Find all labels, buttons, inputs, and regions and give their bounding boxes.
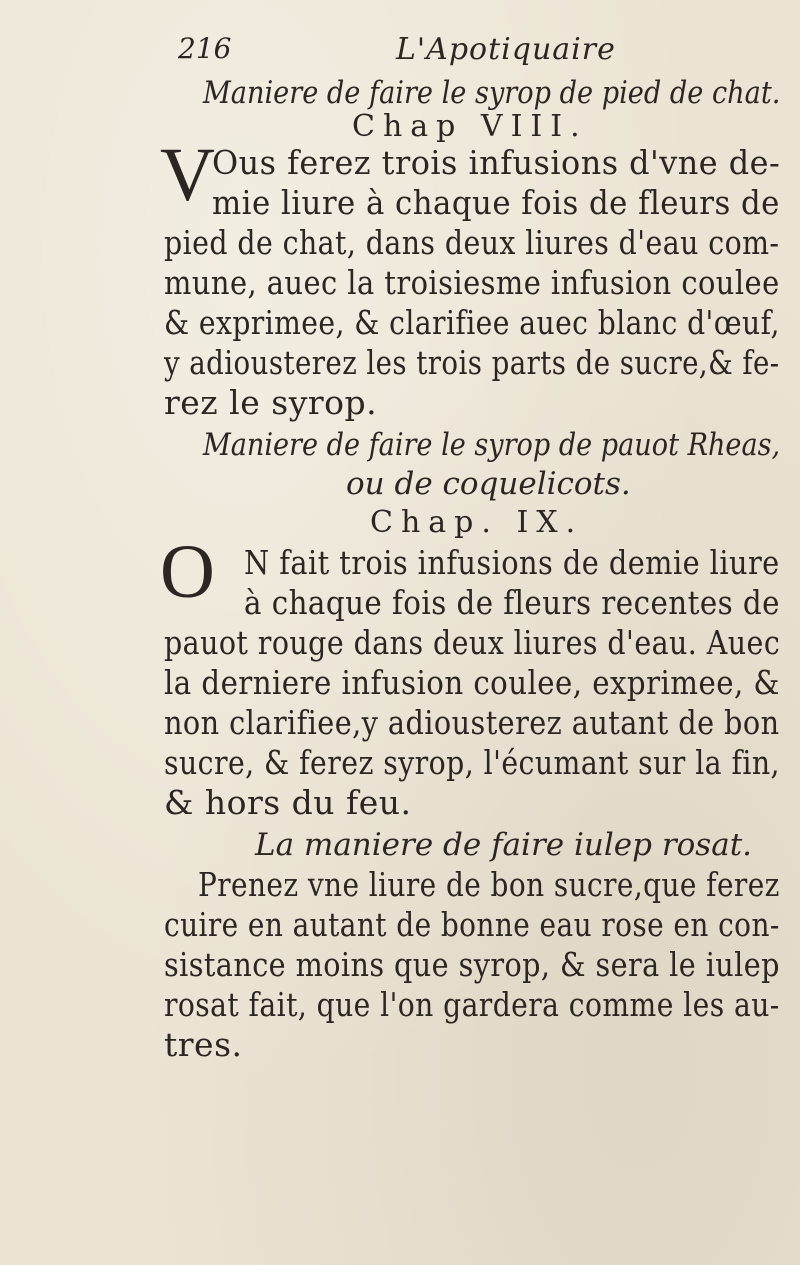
text-line: tres.	[164, 1025, 243, 1064]
text-line: & hors du feu.	[164, 783, 412, 822]
text-line: N fait trois infusions de demie liure	[244, 543, 780, 582]
text-line: à chaque fois de fleurs recentes de	[244, 583, 780, 622]
section-heading-coquelicots: ou de coquelicots.	[346, 466, 631, 502]
text-line: la derniere infusion coulee, exprimee, &	[164, 663, 780, 702]
text-line: mune, auec la troisiesme infusion coulee	[164, 263, 780, 302]
chapter-label-ix: Chap. IX.	[370, 505, 584, 540]
text-line: pauot rouge dans deux liures d'eau. Auec	[164, 623, 781, 662]
text-line: cuire en autant de bonne eau rose en con-	[164, 905, 780, 944]
text-line: non clarifiee,y adiousterez autant de bon	[164, 703, 780, 742]
text-line: rosat fait, que l'on gardera comme les au-	[164, 985, 780, 1024]
text-line: y adiousterez les trois parts de sucre,& fe-	[164, 343, 780, 382]
chapter-label-viii: Chap VIII.	[352, 109, 588, 144]
text-line: rez le syrop.	[164, 383, 378, 422]
section-heading-pied-de-chat: Maniere de faire le syrop de pied de chat.	[203, 75, 781, 111]
running-title: L'Apotiquaire	[396, 32, 616, 67]
drop-capital: O	[160, 530, 215, 614]
text-line: & exprimee, & clarifiee auec blanc d'œuf,	[164, 303, 780, 342]
text-line: Prenez vne liure de bon sucre,que ferez	[198, 865, 780, 904]
drop-capital: V	[160, 133, 215, 217]
text-line: Ous ferez trois infusions d'vne de-	[212, 143, 781, 182]
section-heading-pauot-rheas: Maniere de faire le syrop de pauot Rheas,	[203, 427, 781, 463]
text-line: mie liure à chaque fois de fleurs de	[212, 183, 780, 222]
text-line: sucre, & ferez syrop, l'écumant sur la fin,	[164, 743, 781, 782]
text-line: sistance moins que syrop, & sera le iulep	[164, 945, 780, 984]
section-heading-iulep-rosat: La maniere de faire iulep rosat.	[255, 827, 752, 863]
running-head	[178, 32, 758, 72]
page-number: 216	[178, 32, 232, 65]
text-line: pied de chat, dans deux liures d'eau com-	[164, 223, 780, 262]
